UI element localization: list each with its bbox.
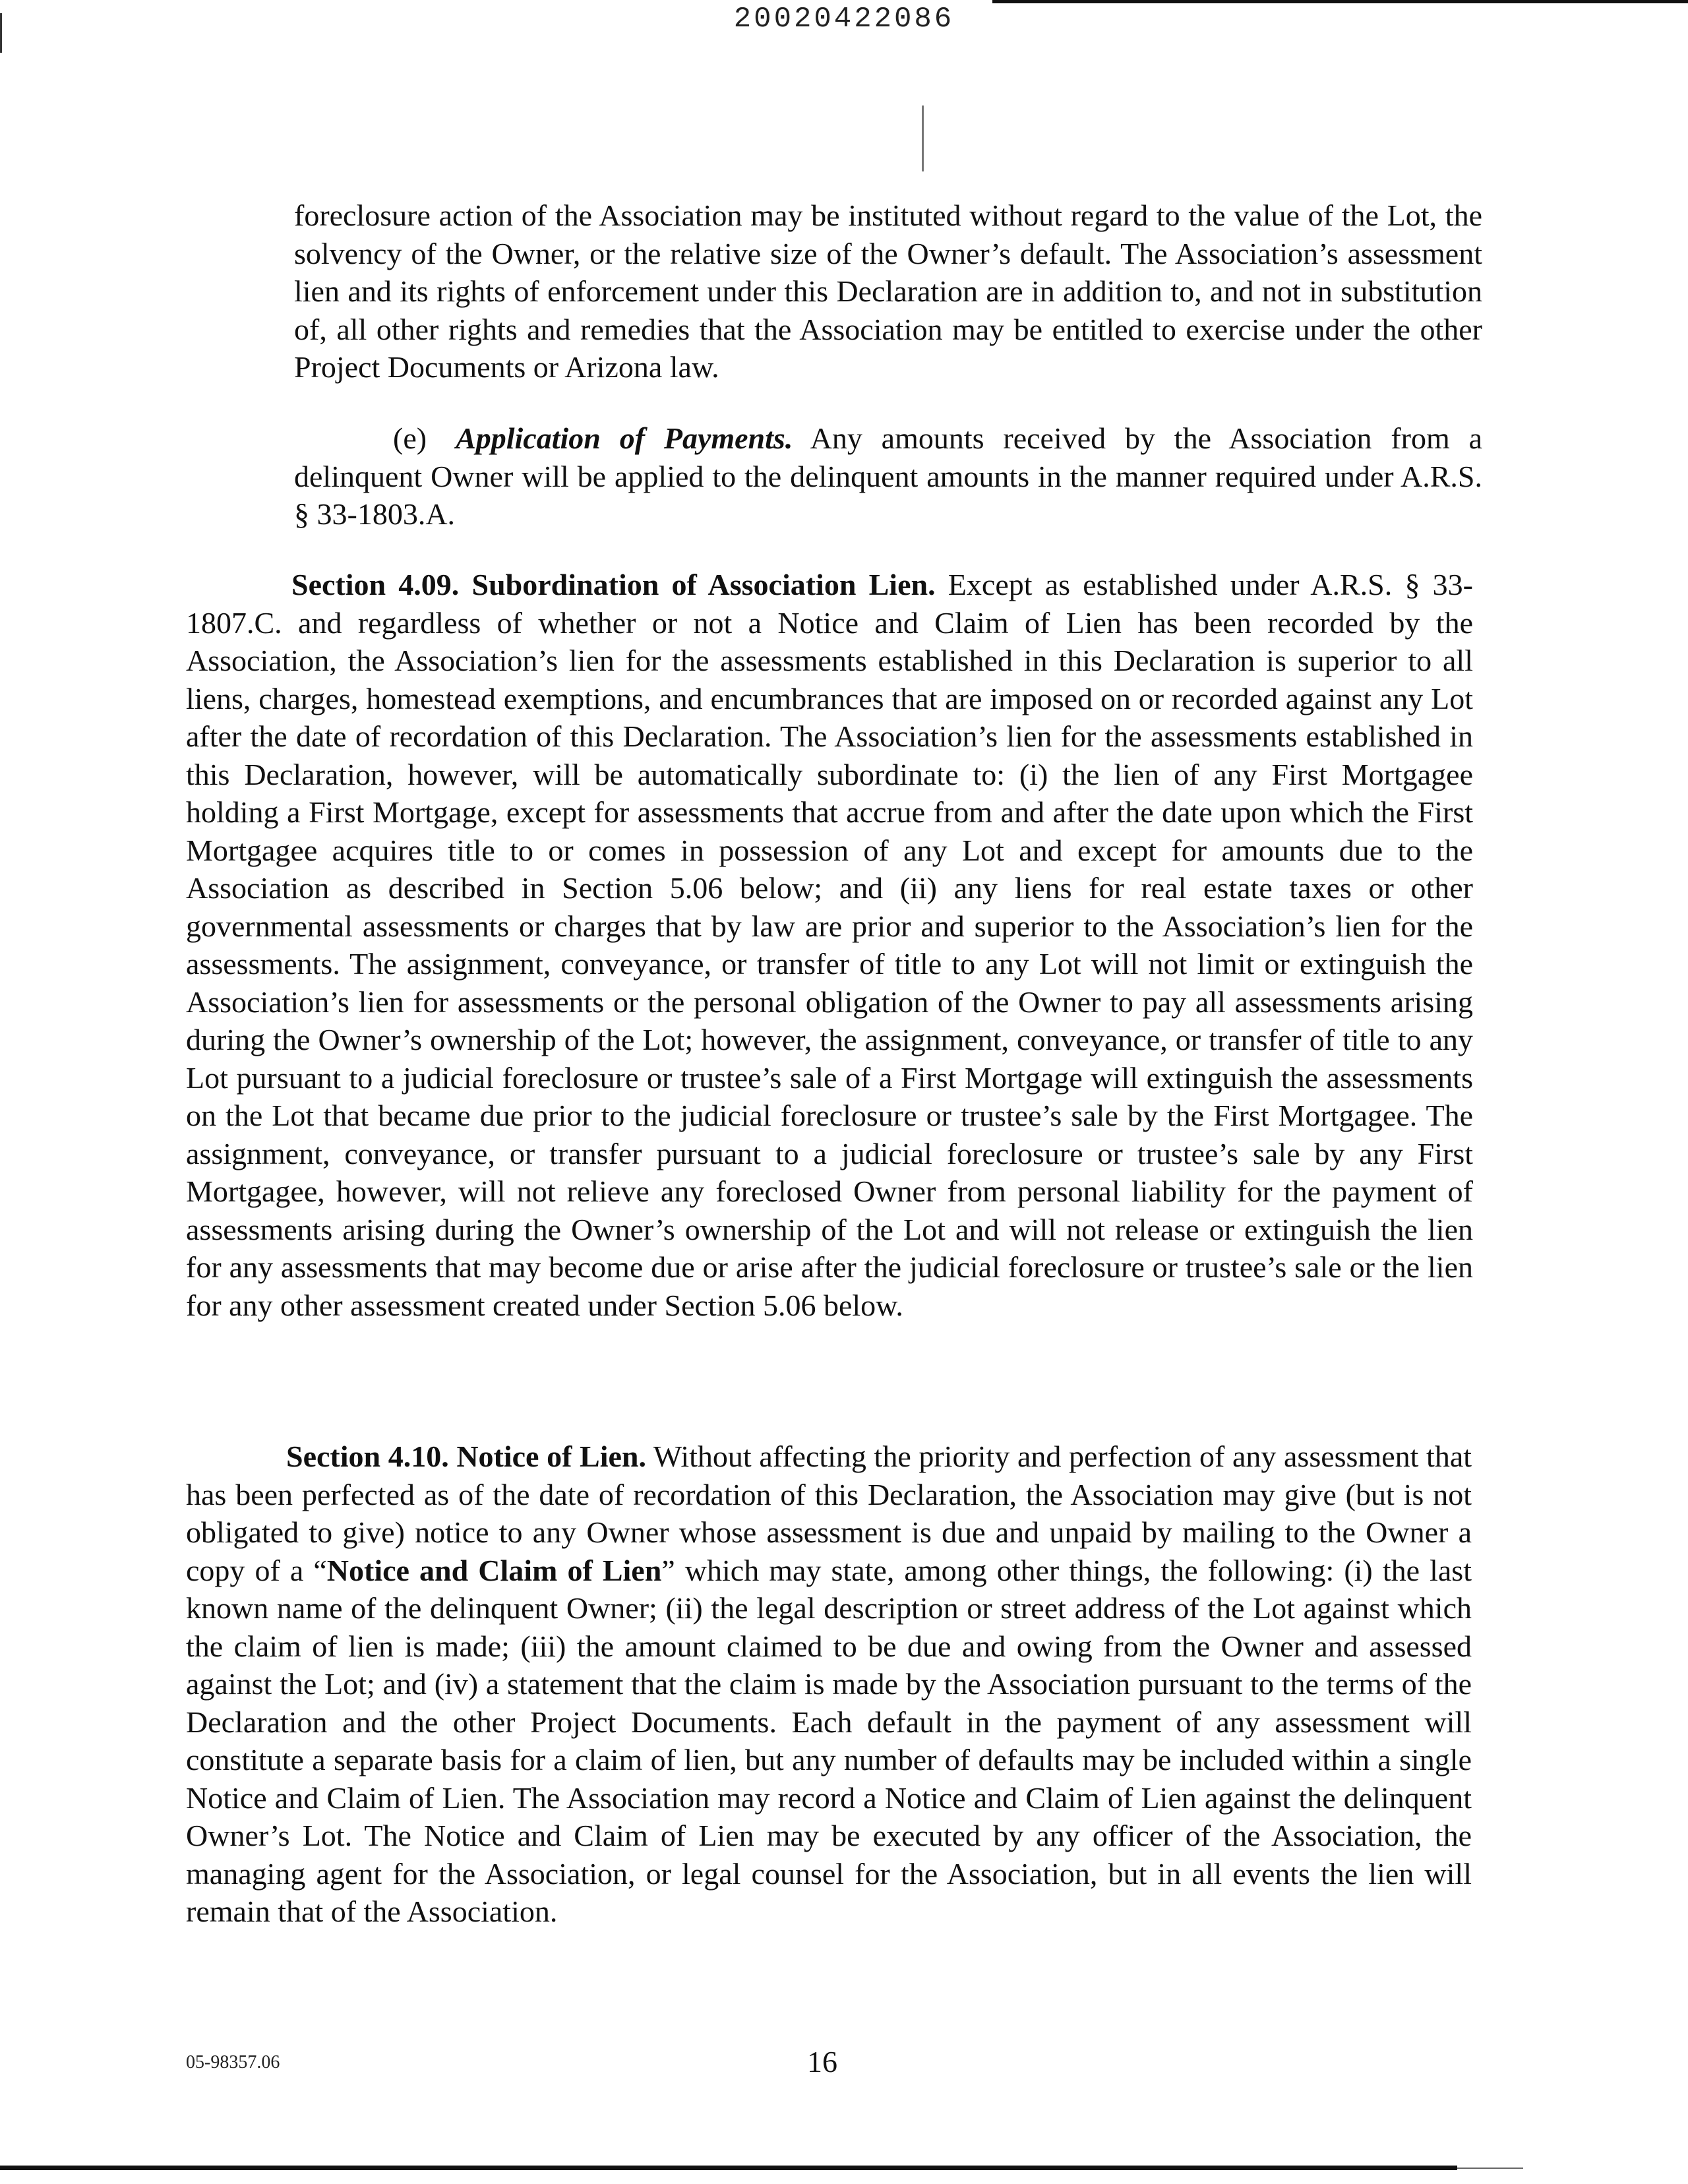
section-4-10-title: Section 4.10. Notice of Lien. <box>286 1440 646 1473</box>
section-4-09-paragraph <box>186 566 1473 1324</box>
section-4-10-text-before: Without affecting the priority and perfection of any assessment that has been perfected as of the date of recordation of this Declaration, the Association may give (but is not obligated to give) notice to any Owner whose assessment is due and unpaid by mailing to the Owner a copy of a “ <box>186 1440 1472 1587</box>
bottom-border-rule-thin <box>1457 2168 1523 2169</box>
document-id: 05-98357.06 <box>186 2052 280 2073</box>
subsection-title: Application of Payments. <box>456 421 793 455</box>
bottom-border-rule <box>0 2166 1457 2170</box>
subsection-e-paragraph <box>294 419 1482 533</box>
notice-claim-emphasis: Notice and Claim of Lien <box>326 1553 662 1587</box>
section-4-09-title: Section 4.09. Subordination of Association Lien. <box>291 568 936 601</box>
scan-artifact-line <box>922 106 924 171</box>
subsection-text: Any amounts received by the Association from a delinquent Owner will be applied to the delinquent amounts in the manner required under A.R.S. § 33-1803.A. <box>294 421 1482 531</box>
subsection-label: (e) <box>393 421 427 455</box>
page-number: 16 <box>807 2045 837 2078</box>
continuation-paragraph: foreclosure action of the Association may be instituted without regard to the value of the Lot, the solvency of the Owner, or the relative size of the Owner’s default. The Association’s assessment lien and its rights of enforcement under this Declaration are in addition to, and not in substitution of, all other rights and remedies that the Association may be entitled to exercise under the other Project Documents or Arizona law. <box>294 198 1482 384</box>
record-number: 20020422086 <box>733 3 955 36</box>
section-4-10-text-after: ” which may state, among other things, the following: (i) the last known name of the delinquent Owner; (ii) the legal description or street address of the Lot against which the claim of lien is made; (iii) the amount claimed to be due and owing from the Owner and assessed against the Lot; and (iv) a statement that the claim is made by the Association pursuant to the terms of the Declaration and the other Project Documents. Each default in the payment of any assessment will constitute a separate basis for a claim of lien, but any number of defaults may be included within a single Notice and Claim of Lien. The Association may record a Notice and Claim of Lien against the delinquent Owner’s Lot. The Notice and Claim of Lien may be executed by any officer of the Association, the managing agent for the Association, or legal counsel for the Association, but in all events the lien will remain that of the Association. <box>186 1553 1472 1928</box>
section-4-10-paragraph <box>186 1438 1472 1931</box>
section-4-09-text: Except as established under A.R.S. § 33-1807.C. and regardless of whether or not a Notice and Claim of Lien has been recorded by the Association, the Association’s lien for the assessments established in this Declaration is superior to all liens, charges, homestead exemptions, and encumbrances that are imposed on or recorded against any Lot after the date of recordation of this Declaration. The Association’s lien for the assessments established in this Declaration, however, will be automatically subordinate to: (i) the lien of any First Mortgagee holding a First Mortgage, except for assessments that accrue from and after the date upon which the First Mortgagee acquires title to or comes in possession of any Lot and except for amounts due to the Association as described in Section 5.06 below; and (ii) any liens for real estate taxes or other governmental assessments or charges that by law are prior and superior to the Association’s lien for the assessments. The assignment, conveyance, or transfer of title to any Lot will not limit or extinguish the Association’s lien for assessments or the personal obligation of the Owner to pay all assessments arising during the Owner’s ownership of the Lot; however, the assignment, conveyance, or transfer of title to any Lot pursuant to a judicial foreclosure or trustee’s sale of a First Mortgage will extinguish the assessments on the Lot that became due prior to the judicial foreclosure or trustee’s sale by the First Mortgagee. The assignment, conveyance, or transfer pursuant to a judicial foreclosure or trustee’s sale by any First Mortgagee, however, will not relieve any foreclosed Owner from personal liability for the payment of assessments arising during the Owner’s ownership of the Lot and will not release or extinguish the lien for any assessments that may become due or arise after the judicial foreclosure or trustee’s sale or the lien for any other assessment created under Section 5.06 below. <box>186 568 1473 1322</box>
